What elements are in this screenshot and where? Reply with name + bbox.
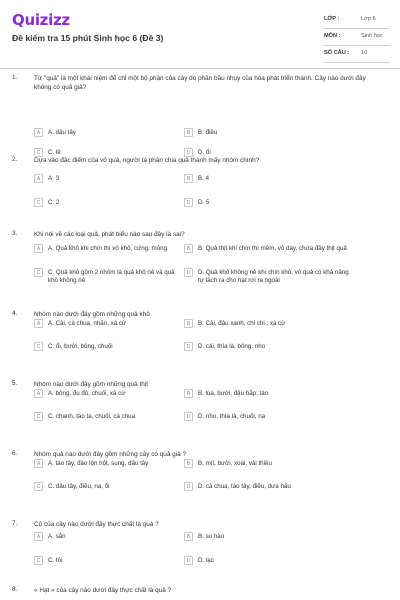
question-text: Nhóm nào dưới đây gồm những quả thịt xyxy=(34,381,148,388)
option-letter-box[interactable]: C xyxy=(34,148,43,157)
option-text: D. cải, thìa là, bông, nho xyxy=(198,342,266,350)
option-letter-box[interactable]: D xyxy=(184,148,193,157)
answer-option-c[interactable] xyxy=(34,268,182,286)
answer-option-b[interactable] xyxy=(184,532,350,541)
answer-option-c[interactable] xyxy=(34,412,182,421)
meta-label: LỚP : xyxy=(324,16,340,22)
option-letter-box[interactable]: A xyxy=(34,319,43,328)
question-number: 2. xyxy=(12,156,18,163)
option-letter-box[interactable]: D xyxy=(184,198,193,207)
option-text: C. chanh, táo ta, chuối, cà chua xyxy=(48,412,136,420)
meta-value: Sinh học xyxy=(361,33,383,39)
option-letter-box[interactable]: B xyxy=(184,244,193,253)
option-text: A. Quả khô khi chín thì vỏ khô, cứng, mỏng xyxy=(48,244,168,252)
answer-option-d[interactable] xyxy=(184,268,350,286)
answer-option-a[interactable] xyxy=(34,174,182,183)
meta-underline xyxy=(324,62,390,63)
worksheet-title: Đề kiểm tra 15 phút Sinh học 6 (Đề 3) xyxy=(12,33,164,43)
option-text: D. cà chua, táo tây, điều, dưa hấu xyxy=(198,482,291,490)
worksheet-meta xyxy=(324,12,390,63)
answer-option-c[interactable] xyxy=(34,482,182,491)
option-letter-box[interactable]: D xyxy=(184,268,193,277)
question-number: 8. xyxy=(12,586,18,593)
meta-value: 10 xyxy=(361,50,368,56)
option-letter-box[interactable]: B xyxy=(184,389,193,398)
option-text: A. sắn xyxy=(48,532,66,540)
option-letter-box[interactable]: A xyxy=(34,389,43,398)
question-text: « Hạt » của cây nào dưới đây thực chất là quả ? xyxy=(34,587,172,594)
question-text: Khi nói về các loại quả, phát biểu nào sau đây là sai? xyxy=(34,231,185,238)
answer-option-c[interactable] xyxy=(34,198,182,207)
option-letter-box[interactable]: D xyxy=(184,556,193,565)
option-text: B. Quả thịt khi chín thì mềm, vỏ dày, chứa đầy thịt quả xyxy=(198,244,347,252)
meta-row-count xyxy=(324,46,390,63)
option-text: A. táo tây, đào lộn hột, sung, dâu tây xyxy=(48,459,149,467)
question-number: 4. xyxy=(12,310,18,317)
meta-label: SỐ CÂU : xyxy=(324,50,350,56)
answer-option-d[interactable] xyxy=(184,556,350,565)
option-letter-box[interactable]: A xyxy=(34,532,43,541)
option-text: C. Quả khô gồm 2 nhóm là quả khô nẻ và quả khô không nẻ xyxy=(48,268,175,284)
option-text: C. dâu tây, điều, na, ổi xyxy=(48,482,110,490)
answer-option-b[interactable] xyxy=(184,389,350,398)
question-text: Củ của cây nào dưới đây thực chất là quả ? xyxy=(34,521,159,528)
option-text: D. ổi xyxy=(198,148,211,156)
option-text: C. tỏi xyxy=(48,556,63,564)
quizizz-logo: Quizizz xyxy=(12,11,70,29)
question-text: Dựa vào đặc điểm của vỏ quả, người ta phân chia quả thành mấy nhóm chính? xyxy=(34,157,260,164)
option-letter-box[interactable]: B xyxy=(184,532,193,541)
question-text: Nhóm quả nào dưới đây gồm những cây có quả giả ? xyxy=(34,451,187,458)
option-letter-box[interactable]: D xyxy=(184,482,193,491)
option-text: D. nho, thìa là, chuối, na xyxy=(198,412,266,420)
option-text: A. 3 xyxy=(48,174,60,182)
question-text: Nhóm nào dưới đây gồm những quả khô xyxy=(34,311,150,318)
answer-option-a[interactable] xyxy=(34,459,182,468)
option-text: D. Quả khô không nẻ khi chín khô, vỏ quả có khả năng tự tách ra cho hạt rơi ra ngoài xyxy=(198,268,349,284)
answer-option-b[interactable] xyxy=(184,459,350,468)
option-text: B. mít, bưởi, xoài, vải thiều xyxy=(198,459,272,467)
answer-option-d[interactable] xyxy=(184,342,350,351)
answer-option-a[interactable] xyxy=(34,128,182,137)
answer-option-d[interactable] xyxy=(184,412,350,421)
answer-option-b[interactable] xyxy=(184,174,350,183)
meta-row-subject xyxy=(324,29,390,46)
option-letter-box[interactable]: A xyxy=(34,244,43,253)
question-text: Từ "quả" là một khái niệm để chỉ một bộ phận của cây do phần bầu nhụy của hoa phát triển thành. Cây nào dưới đây không có quả giả? xyxy=(34,75,366,91)
option-text: D. 5 xyxy=(198,198,210,206)
option-letter-box[interactable]: C xyxy=(34,482,43,491)
option-letter-box[interactable]: C xyxy=(34,412,43,421)
option-letter-box[interactable]: B xyxy=(184,174,193,183)
option-text: B. su hào xyxy=(198,532,225,540)
option-letter-box[interactable]: C xyxy=(34,198,43,207)
option-text: C. ổi, bưởi, bông, chuối xyxy=(48,342,113,350)
option-letter-box[interactable]: A xyxy=(34,174,43,183)
option-text: B. điều xyxy=(198,128,218,136)
question-number: 7. xyxy=(12,520,18,527)
meta-row-class xyxy=(324,12,390,29)
meta-label: MÔN : xyxy=(324,33,341,39)
option-text: B. 4 xyxy=(198,174,210,182)
answer-option-d[interactable] xyxy=(184,482,350,491)
question-number: 5. xyxy=(12,380,18,387)
answer-option-b[interactable] xyxy=(184,128,350,137)
option-letter-box[interactable]: B xyxy=(184,128,193,137)
option-letter-box[interactable]: A xyxy=(34,459,43,468)
meta-value: Lớp 6 xyxy=(361,16,376,22)
option-letter-box[interactable]: A xyxy=(34,128,43,137)
option-text: C. 2 xyxy=(48,198,60,206)
answer-option-b[interactable] xyxy=(184,319,350,328)
option-letter-box[interactable]: C xyxy=(34,342,43,351)
answer-option-a[interactable] xyxy=(34,532,182,541)
option-text: A. Cải, cà chua, nhãn, xà cừ xyxy=(48,319,127,327)
answer-option-c[interactable] xyxy=(34,556,182,565)
question-number: 6. xyxy=(12,450,18,457)
answer-option-c[interactable] xyxy=(34,342,182,351)
header-divider xyxy=(0,68,400,69)
question-number: 3. xyxy=(12,230,18,237)
answer-option-a[interactable] xyxy=(34,389,182,398)
option-letter-box[interactable]: B xyxy=(184,319,193,328)
option-letter-box[interactable]: B xyxy=(184,459,193,468)
option-text: B. Cải, đậu xanh, chi chi , xà cừ xyxy=(198,319,286,327)
answer-option-b[interactable] xyxy=(184,244,350,253)
answer-option-d[interactable] xyxy=(184,198,350,207)
option-text: A. bông, đu đủ, chuối, xà cừ xyxy=(48,389,126,397)
answer-option-a[interactable] xyxy=(34,244,182,253)
option-letter-box[interactable]: C xyxy=(34,556,43,565)
option-text: D. lạc xyxy=(198,556,214,564)
option-letter-box[interactable]: D xyxy=(184,342,193,351)
option-letter-box[interactable]: C xyxy=(34,268,43,277)
option-text: B. lúa, bưởi, đậu bắp, táo xyxy=(198,389,269,397)
answer-option-a[interactable] xyxy=(34,319,182,328)
question-number: 1. xyxy=(12,74,18,81)
option-text: C. lê xyxy=(48,148,61,156)
option-letter-box[interactable]: D xyxy=(184,412,193,421)
worksheet-header xyxy=(0,0,400,62)
option-text: A. dâu tây xyxy=(48,128,76,136)
